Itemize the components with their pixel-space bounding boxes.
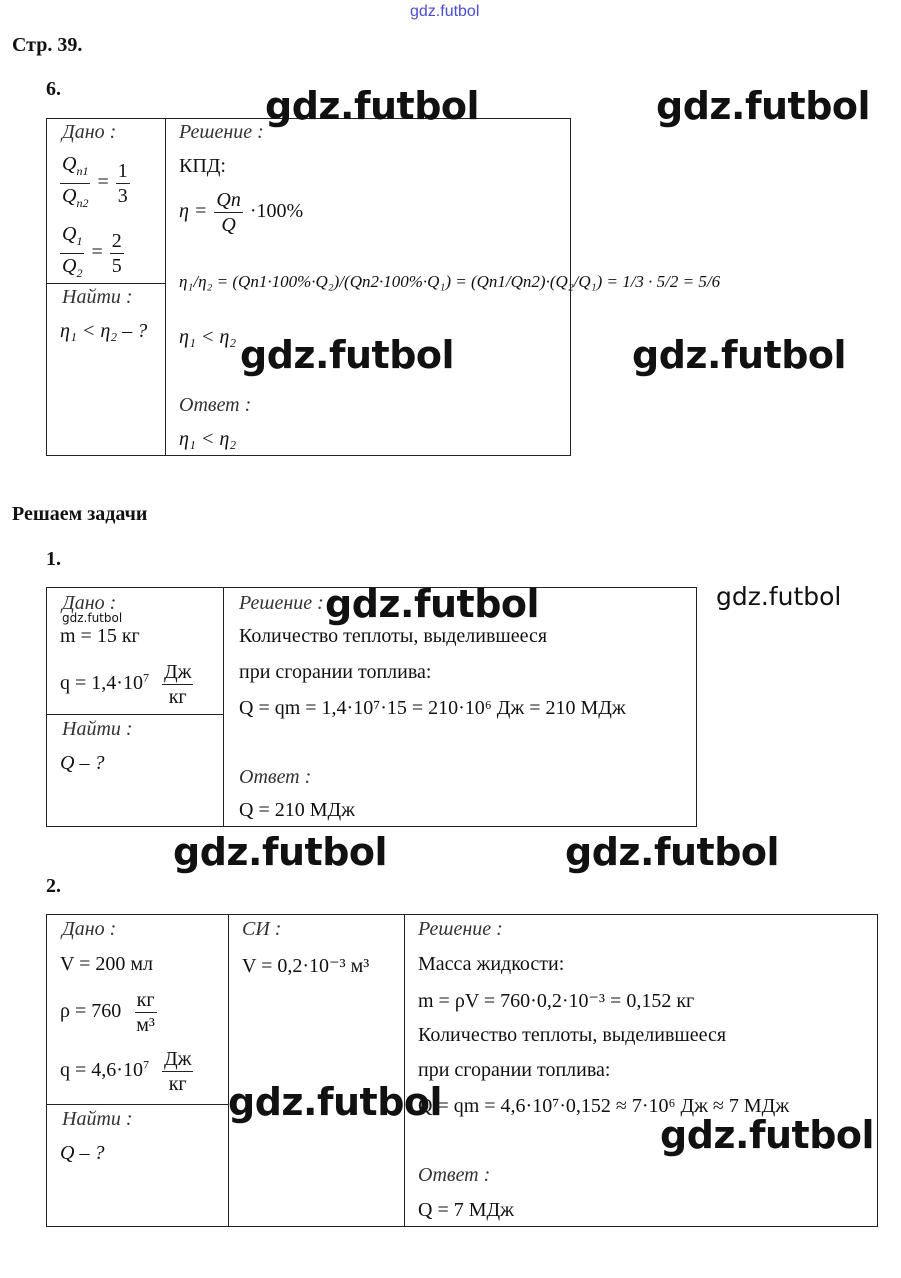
- task1-solution-label: Решение :: [239, 592, 324, 614]
- watermark: gdz.futbol: [565, 830, 780, 874]
- task6-divider: [165, 118, 166, 456]
- watermark: gdz.futbol: [265, 84, 480, 128]
- task1-line3: Q = qm = 1,4·10⁷·15 = 210·10⁶ Дж = 210 МДж: [239, 697, 626, 719]
- task6-result: η₁ < η₂: [179, 326, 237, 348]
- task2-solution-label: Решение :: [418, 918, 503, 940]
- task2-given-rho: ρ = 760 $\frac{кг}{\text{м³}}$: [60, 989, 155, 1036]
- task6-given-1: $\frac{Q_{n1}}{Q_{n2}}$ = $\frac{1}{3}$: [62, 153, 128, 210]
- task6-answer-label: Ответ :: [179, 394, 252, 416]
- task2-given-divider: [46, 1104, 229, 1105]
- task1-find-label: Найти :: [62, 718, 133, 740]
- task2-number: 2.: [46, 875, 61, 897]
- task6-given-label: Дано :: [62, 121, 117, 143]
- task1-line1: Количество теплоты, выделившееся: [239, 625, 548, 647]
- task6-ratio-line: η₁/η₂ = (Qп1·100%·Q₂)/(Qп2·100%·Q₁) = (Qп1/Qп2)·(Q₂/Q₁) = 1/3 · 5/2 = 5/6: [179, 272, 721, 291]
- watermark: gdz.futbol: [325, 582, 540, 626]
- task2-line2: m = ρV = 760·0,2·10⁻³ = 0,152 кг: [418, 990, 695, 1012]
- task1-given-q: $q = 1,4\cdot 10^7$ $\frac{Дж}{кг}$: [60, 661, 192, 708]
- task2-answer: Q = 7 МДж: [418, 1199, 514, 1221]
- task2-divider-1: [228, 914, 229, 1227]
- task6-eta-formula: η = $\frac{Qп}{Q}$ ·100%: [179, 189, 304, 236]
- task6-number: 6.: [46, 78, 61, 100]
- task2-find-value: Q – ?: [60, 1142, 105, 1164]
- page-header: Стр. 39.: [12, 34, 83, 56]
- watermark: gdz.futbol: [173, 830, 388, 874]
- task2-answer-label: Ответ :: [418, 1164, 491, 1186]
- task1-given-label: Дано :: [62, 592, 117, 614]
- task1-answer-label: Ответ :: [239, 766, 312, 788]
- task1-line2: при сгорании топлива:: [239, 661, 432, 683]
- watermark-top: gdz.futbol: [410, 3, 480, 20]
- watermark: gdz.futbol: [228, 1080, 443, 1124]
- task1-given-divider: [46, 714, 224, 715]
- task2-given-label: Дано :: [62, 918, 117, 940]
- watermark: gdz.futbol: [660, 1113, 875, 1157]
- task1-divider: [223, 587, 224, 827]
- task6-kpd: КПД:: [179, 155, 226, 177]
- watermark: gdz.futbol: [240, 333, 455, 377]
- task2-find-label: Найти :: [62, 1108, 133, 1130]
- task2-given-q: $q = 4,6\cdot 10^7$ $\frac{Дж}{кг}$: [60, 1048, 192, 1095]
- task2-line4: при сгорании топлива:: [418, 1059, 611, 1081]
- watermark: gdz.futbol: [716, 582, 842, 611]
- task2-si-label: СИ :: [242, 918, 282, 940]
- task2-given-v: V = 200 мл: [60, 953, 153, 975]
- task1-answer: Q = 210 МДж: [239, 799, 355, 821]
- task6-solution-label: Решение :: [179, 121, 264, 143]
- task1-number: 1.: [46, 548, 61, 570]
- task2-line3: Количество теплоты, выделившееся: [418, 1024, 727, 1046]
- watermark: gdz.futbol: [62, 611, 123, 625]
- task6-find-value: η₁ < η₂ – ?: [60, 320, 148, 342]
- task2-si-v: V = 0,2·10⁻³ м³: [242, 955, 370, 977]
- task2-line1: Масса жидкости:: [418, 953, 565, 975]
- task1-find-value: Q – ?: [60, 752, 105, 774]
- section-title: Решаем задачи: [12, 503, 148, 525]
- watermark: gdz.futbol: [632, 333, 847, 377]
- task6-given-2: $\frac{Q_1}{Q_2}$ = $\frac{2}{5}$: [62, 223, 122, 280]
- task2-line5: Q = qm = 4,6·10⁷·0,152 ≈ 7·10⁶ Дж ≈ 7 МДж: [418, 1095, 790, 1117]
- task6-answer: η₁ < η₂: [179, 428, 237, 450]
- task2-divider-2: [404, 914, 405, 1227]
- task6-find-label: Найти :: [62, 286, 133, 308]
- task1-given-m: m = 15 кг: [60, 625, 140, 647]
- watermark: gdz.futbol: [656, 84, 871, 128]
